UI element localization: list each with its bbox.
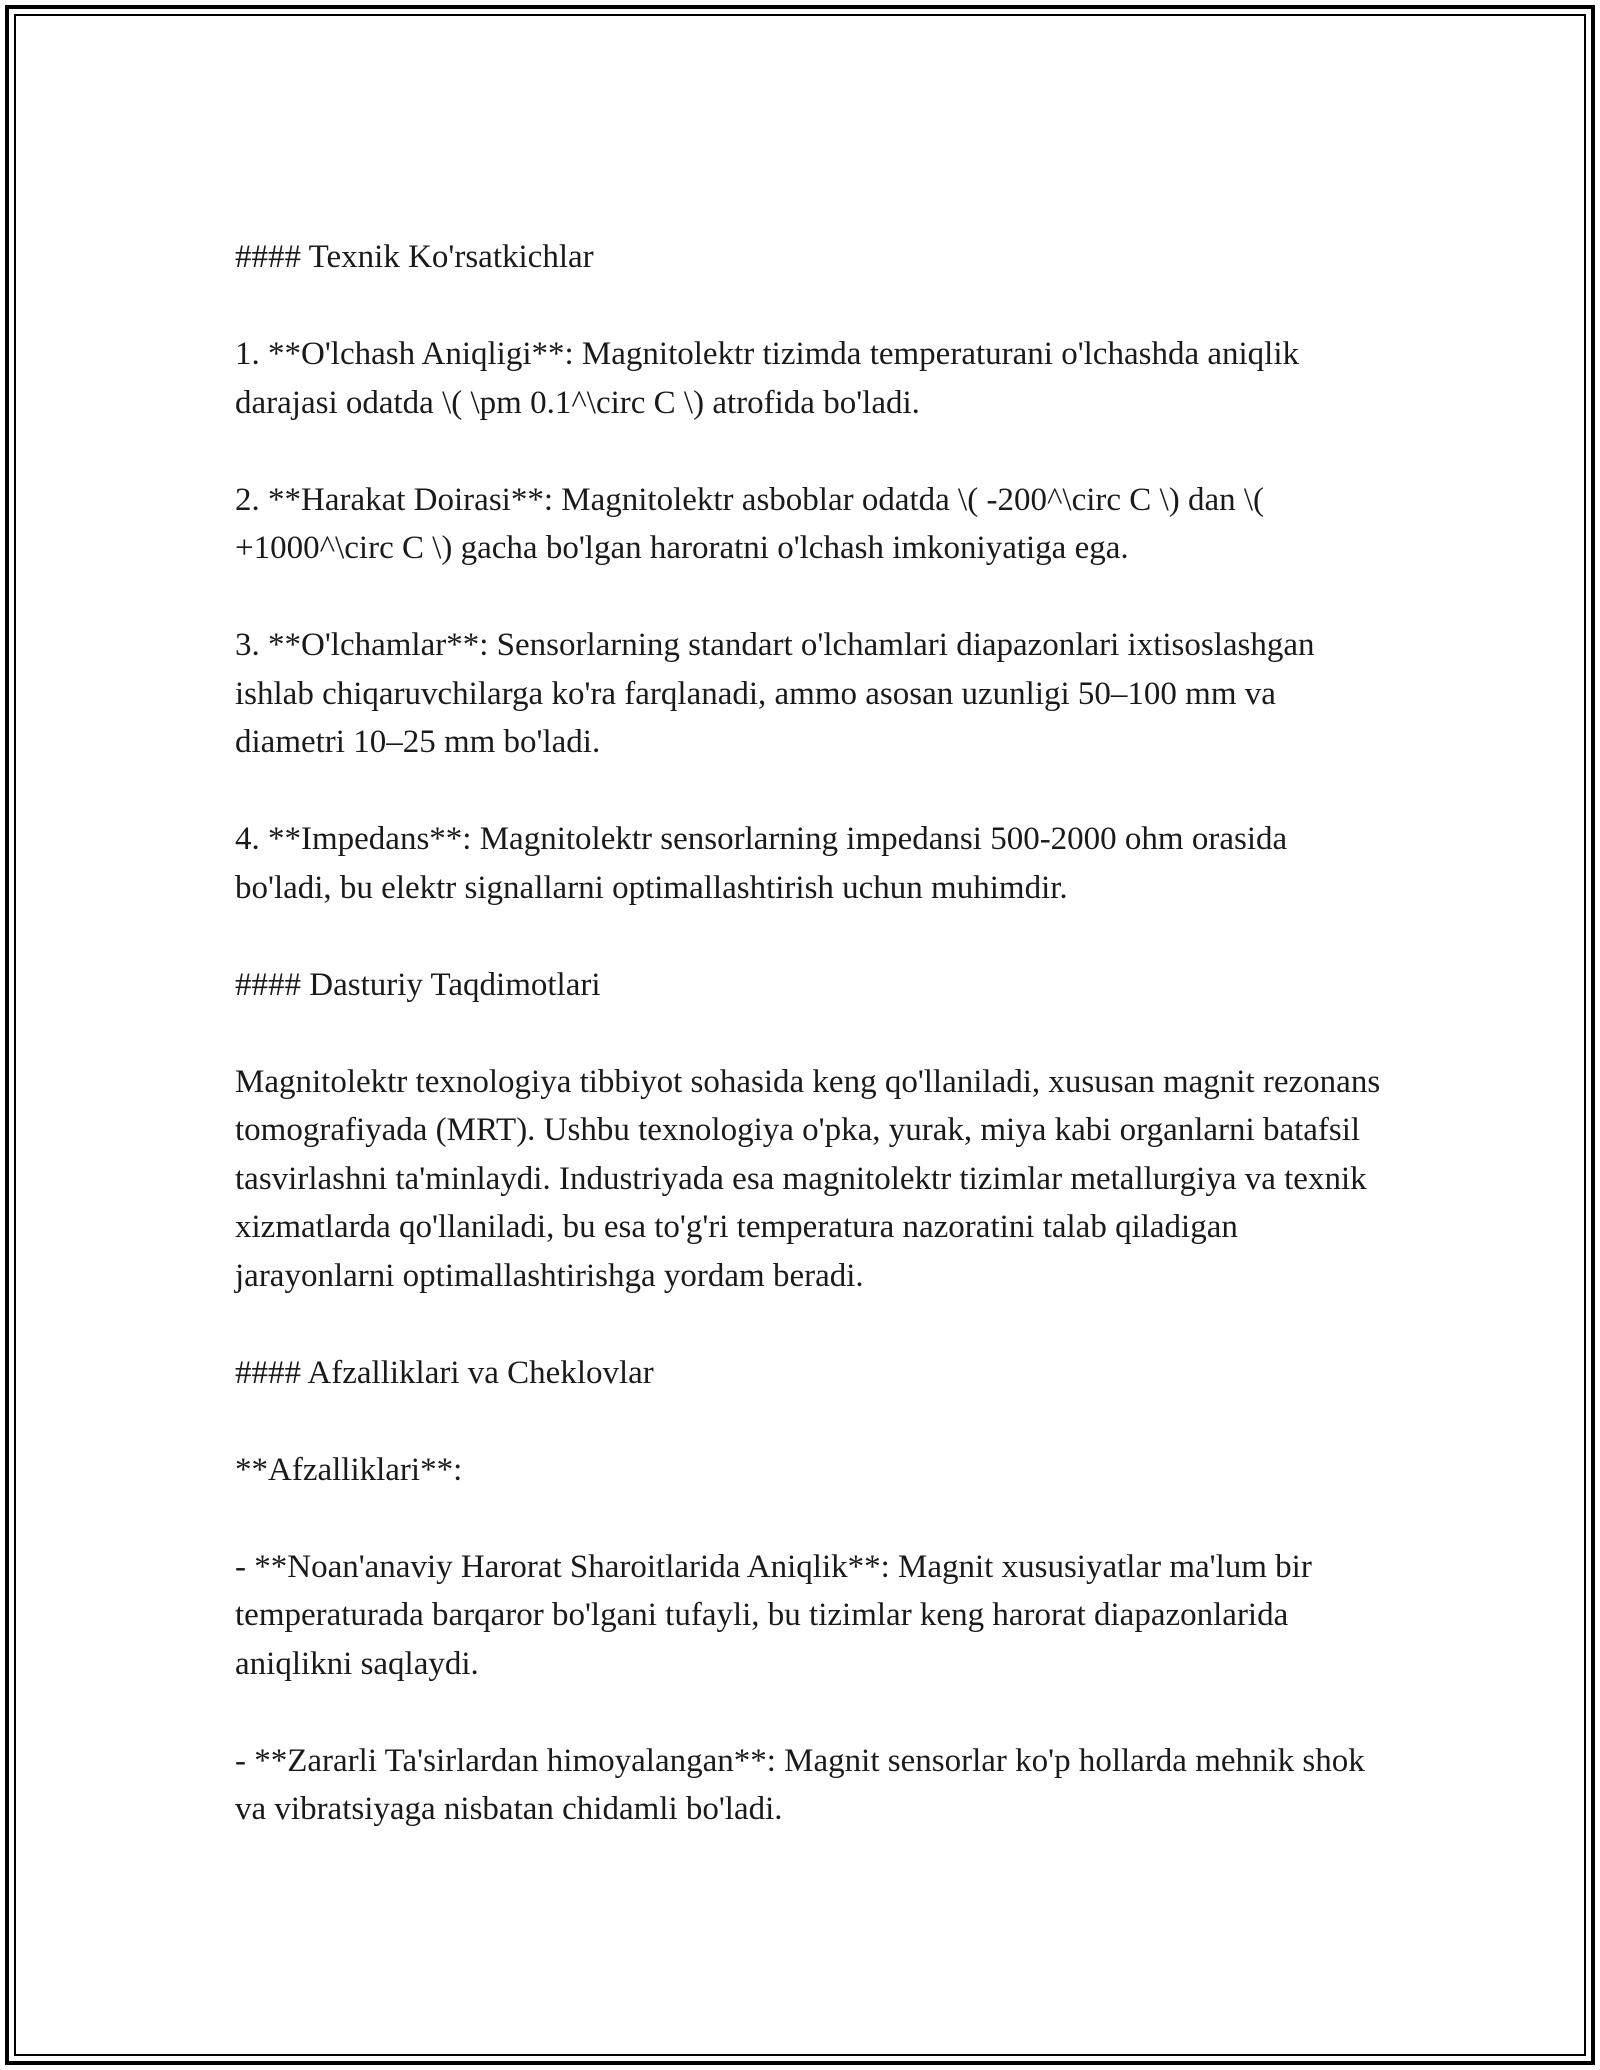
- spec-item-operating-range: 2. **Harakat Doirasi**: Magnitolektr asboblar odatda \( -200^\circ C \) dan \( +1000^\circ C \) gacha bo'lgan haroratni o'lchash imkoniyatiga ega.: [235, 481, 1265, 566]
- spec-item-impedance: 4. **Impedans**: Magnitolektr sensorlarning impedansi 500-2000 ohm orasida bo'ladi, bu elektr signallarni optimallashtirish uchun muhimdir.: [235, 821, 1288, 906]
- document-body: [235, 233, 1385, 1882]
- applications-paragraph: Magnitolektr texnologiya tibbiyot sohasida keng qo'llaniladi, xususan magnit rezonans tomografiyada (MRT). Ushbu texnologiya o'pka, yurak, miya kabi organlarni batafsil tasvirlashni ta'minlaydi. Industriyada esa magnitolektr tizimlar metallurgiya va texnik xizmatlarda qo'llaniladi, bu esa to'g'ri temperatura nazoratini talab qiladigan jarayonlarni optimallashtirishga yordam beradi.: [235, 1063, 1381, 1294]
- section-heading-technical-specs: #### Texnik Ko'rsatkichlar: [235, 239, 594, 275]
- advantages-subheading: **Afzalliklari**:: [235, 1451, 463, 1488]
- advantage-item-protection: - **Zararli Ta'sirlardan himoyalangan**: Magnit sensorlar ko'p hollarda mehnik shok va vibratsiyaga nisbatan chidamli bo'ladi.: [235, 1742, 1365, 1827]
- spec-item-measurement-accuracy: 1. **O'lchash Aniqligi**: Magnitolektr tizimda temperaturani o'lchashda aniqlik darajasi odatda \( \pm 0.1^\circ C \) atrofida bo'ladi.: [235, 336, 1299, 421]
- advantage-item-accuracy: - **Noan'anaviy Harorat Sharoitlarida Aniqlik**: Magnit xususiyatlar ma'lum bir temperaturada barqaror bo'lgani tufayli, bu tizimlar keng harorat diapazonlarida aniqlikni saqlaydi.: [235, 1548, 1312, 1682]
- section-heading-applications: #### Dasturiy Taqdimotlari: [235, 966, 601, 1003]
- spec-item-dimensions: 3. **O'lchamlar**: Sensorlarning standart o'lchamlari diapazonlari ixtisoslashgan ishlab chiqaruvchilarga ko'ra farqlanadi, ammo asosan uzunligi 50–100 mm va diametri 10–25 mm bo'ladi.: [235, 627, 1315, 760]
- section-heading-advantages-limitations: #### Afzalliklari va Cheklovlar: [235, 1354, 654, 1391]
